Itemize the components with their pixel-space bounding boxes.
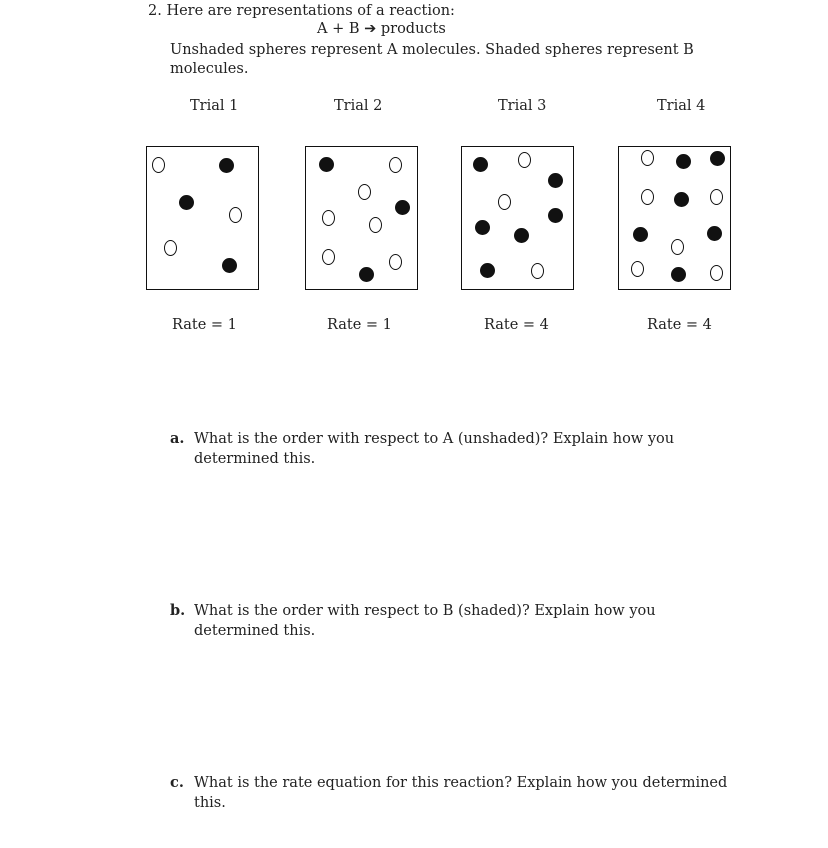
trial-2-box	[305, 146, 418, 290]
question-c	[170, 773, 727, 813]
trial-1-label: Trial 1	[190, 98, 239, 114]
molecule-a	[389, 157, 402, 173]
trial-2-label: Trial 2	[334, 98, 383, 114]
question-b	[170, 601, 656, 641]
molecule-b	[480, 263, 495, 278]
question-c-text: What is the rate equation for this reaction? Explain how you determined	[194, 775, 728, 791]
question-a	[170, 429, 674, 469]
trial-2-rate: Rate = 1	[327, 317, 392, 333]
molecule-a	[322, 210, 335, 226]
molecule-b	[179, 195, 194, 210]
question-intro: 2. Here are representations of a reaction:	[148, 3, 455, 19]
sphere-description	[170, 41, 730, 79]
molecule-a	[322, 249, 335, 265]
molecule-b	[319, 157, 334, 172]
sphere-description-line-1: Unshaded spheres represent A molecules. Shaded spheres represent B	[170, 42, 694, 58]
molecule-b	[710, 151, 725, 166]
molecule-b	[475, 220, 490, 235]
trial-3-label: Trial 3	[498, 98, 547, 114]
molecule-b	[395, 200, 410, 215]
molecule-a	[518, 152, 531, 168]
question-b-letter: b.	[170, 602, 186, 619]
molecule-a	[710, 189, 723, 205]
molecule-a	[671, 239, 684, 255]
molecule-b	[633, 227, 648, 242]
reaction-equation: A + B ➔ products	[317, 21, 446, 37]
molecule-a	[641, 150, 654, 166]
molecule-b	[473, 157, 488, 172]
trial-4-box	[618, 146, 731, 290]
molecule-a	[358, 184, 371, 200]
molecule-a	[710, 265, 723, 281]
trial-4-rate: Rate = 4	[647, 317, 712, 333]
molecule-b	[707, 226, 722, 241]
molecule-a	[641, 189, 654, 205]
molecule-a	[498, 194, 511, 210]
molecule-b	[548, 173, 563, 188]
question-c-letter: c.	[170, 774, 184, 791]
question-c-text-cont: this.	[194, 795, 226, 811]
question-a-text-cont: determined this.	[194, 451, 316, 467]
molecule-b	[671, 267, 686, 282]
molecule-a	[631, 261, 644, 277]
molecule-a	[389, 254, 402, 270]
trial-1-rate: Rate = 1	[172, 317, 237, 333]
question-b-text: What is the order with respect to B (shaded)? Explain how you	[194, 603, 656, 619]
molecule-b	[222, 258, 237, 273]
question-a-letter: a.	[170, 430, 185, 447]
question-a-text: What is the order with respect to A (unshaded)? Explain how you	[194, 431, 675, 447]
trial-1-box	[146, 146, 259, 290]
trial-3-box	[461, 146, 574, 290]
molecule-b	[514, 228, 529, 243]
trial-4-label: Trial 4	[657, 98, 706, 114]
question-b-text-cont: determined this.	[194, 623, 316, 639]
molecule-a	[369, 217, 382, 233]
trial-3-rate: Rate = 4	[484, 317, 549, 333]
molecule-a	[229, 207, 242, 223]
sphere-description-line-2: molecules.	[170, 61, 249, 77]
molecule-b	[219, 158, 234, 173]
molecule-b	[676, 154, 691, 169]
molecule-a	[531, 263, 544, 279]
molecule-b	[674, 192, 689, 207]
molecule-b	[359, 267, 374, 282]
molecule-b	[548, 208, 563, 223]
